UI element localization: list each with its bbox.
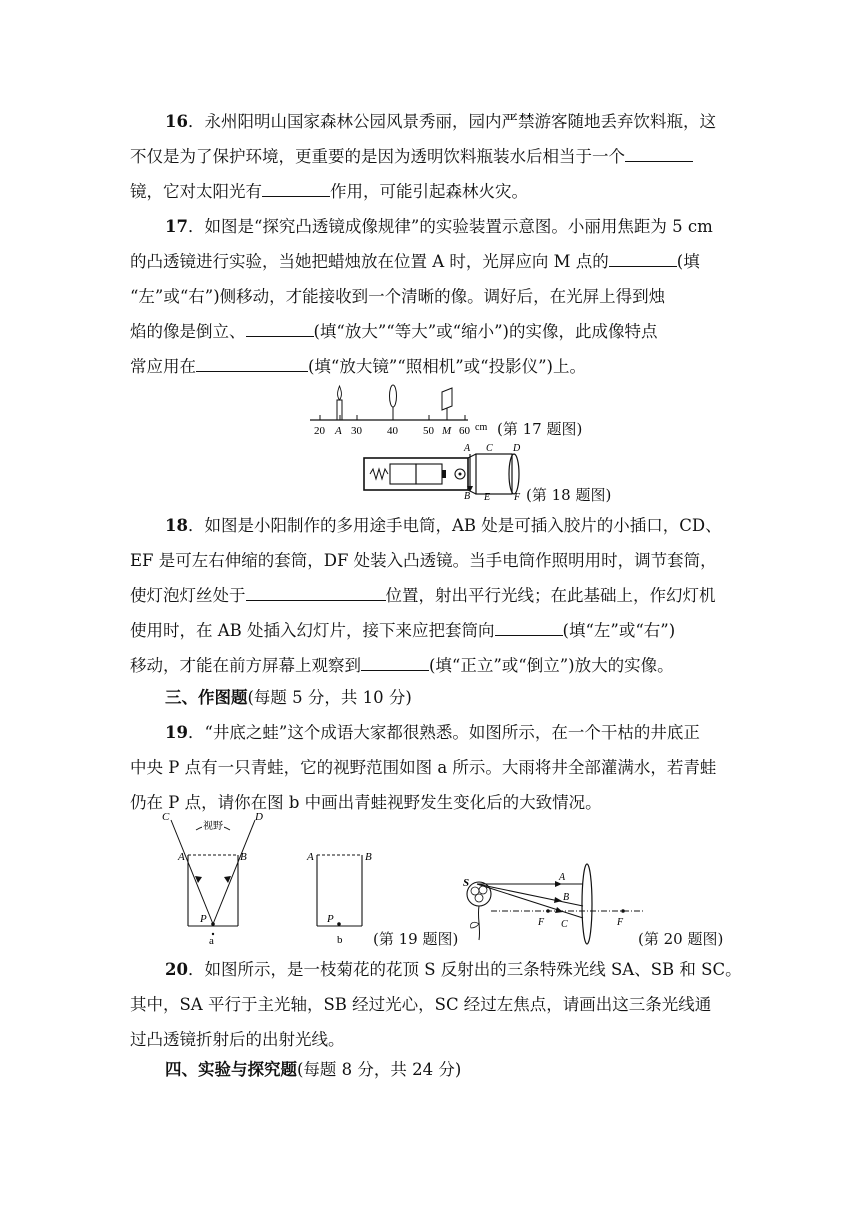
question-text: 仍在 P 点，请你在图 b 中画出青蛙视野发生变化后的大致情况。 [130,793,602,812]
answer-blank[interactable] [246,335,314,337]
light-ray-db [213,820,255,924]
spring-icon [370,469,388,479]
question-text: (填“放大”“等大”或“缩小”)的实像，此成像特点 [313,322,658,341]
figure-19-caption: (第 19 题图) [373,930,459,948]
question-text: 使灯泡灯丝处于 [130,586,246,605]
question-18 [130,508,730,683]
figure-20-caption: (第 20 题图) [638,930,724,948]
section-title: 四、实验与探究题 [165,1060,297,1079]
question-number: 18 [165,516,188,535]
point-label: F [617,917,624,928]
convex-lens [390,385,397,407]
section-title: 三、作图题 [165,688,248,707]
section-note: (每题 8 分，共 24 分) [297,1060,462,1079]
point-label: A [464,443,471,454]
question-text: 的凸透镜进行实验，当她把蜡烛放在位置 A 时，光屏应向 M 点的 [130,252,609,271]
flashlight-figure [360,440,530,502]
question-16 [130,104,730,209]
figure-18-caption: (第 18 题图) [526,486,612,504]
point-label: C [561,919,568,930]
question-text: 作用，可能引起森林火灾。 [330,182,528,201]
question-text: 过凸透镜折射后的出射光线。 [130,1030,345,1049]
answer-blank[interactable] [361,669,429,671]
flower-stem [478,906,479,940]
question-number: 17 [165,217,188,236]
light-ray-ca [171,820,213,924]
question-text: (填“正立”或“倒立”)放大的实像。 [429,656,674,675]
question-text: ．如图是“探究凸透镜成像规律”的实验装置示意图。小丽用焦距为 5 cm [187,217,713,236]
question-number: 19 [165,723,188,742]
point-label: B [464,491,471,502]
question-text: 镜，它对太阳光有 [130,182,262,201]
question-text: (填“左”或“右”) [562,621,676,640]
question-text: 移动，才能在前方屏幕上观察到 [130,656,361,675]
point-label: S [463,877,470,889]
tick-label: M [442,425,452,437]
point-label: E [484,492,491,502]
flower-leaf [470,922,479,928]
point-label: A [307,851,314,863]
question-text: 其中，SA 平行于主光轴，SB 经过光心，SC 经过左焦点，请画出这三条光线通 [130,995,712,1014]
tick-label: 50 [423,425,434,437]
answer-blank[interactable] [625,160,693,162]
well-figure-a [158,808,268,948]
point-label: F [514,492,521,502]
figure-label: a [209,935,214,947]
light-screen [442,388,452,410]
convex-lens [582,864,592,944]
view-label: 视野 [203,821,223,832]
question-text: EF 是可左右伸缩的套筒，DF 处装入凸透镜。当手电筒作照明用时，调节套筒， [130,551,717,570]
point-p [211,922,215,926]
sleeve-edge [468,454,476,458]
point-label: A [178,851,185,863]
question-text: ．永州阳明山国家森林公园风景秀丽，园内严禁游客随地丢弃饮料瓶，这 [187,112,716,131]
question-text: “左”或“右”)侧移动，才能接收到一个清晰的像。调好后，在光屏上得到烛 [130,287,666,306]
point-label: C [486,443,493,454]
optical-bench-figure [308,382,500,438]
point-label: A [559,872,566,883]
focal-point-right [621,909,625,913]
figure-17-caption: (第 17 题图) [497,420,583,438]
point-label: D [513,443,521,454]
tick-label: A [335,425,342,437]
question-text: ．“井底之蛙”这个成语大家都很熟悉。如图所示，在一个干枯的井底正 [187,723,700,742]
question-text: 不仅是为了保护环境，更重要的是因为透明饮料瓶装水后相当于一个 [130,147,625,166]
tick-label: 60 [459,425,470,437]
answer-blank[interactable] [262,195,330,197]
point-label: P [327,913,334,925]
point-label: B [240,851,247,863]
lens-rays-figure [455,836,665,948]
figure-label: b [337,934,343,946]
question-number: 16 [165,112,188,131]
battery [416,464,442,484]
convex-lens [509,454,519,494]
bulb-filament [459,473,462,476]
point-label: B [365,851,372,863]
question-text: ．如图是小阳制作的多用途手电筒，AB 处是可插入胶片的小插口，CD、 [187,516,722,535]
focal-point-left [546,909,550,913]
question-text: (填 [676,252,700,271]
question-text: 焰的像是倒立、 [130,322,246,341]
tick-label: 30 [351,425,362,437]
point-label: D [255,811,263,823]
tick-label: 20 [314,425,325,437]
answer-blank[interactable] [196,370,308,372]
point-label: P [200,913,207,925]
answer-blank[interactable] [495,634,563,636]
sleeve-ef [476,454,512,494]
battery-terminal [442,470,446,478]
question-19 [130,715,730,820]
question-20 [130,952,742,1057]
point-p [337,922,341,926]
point-label: C [162,811,170,823]
answer-blank[interactable] [246,599,386,601]
candle-flame-icon [338,386,342,400]
question-text: 常应用在 [130,357,196,376]
battery [390,464,416,484]
section-4-heading [165,1052,461,1087]
section-note: (每题 5 分，共 10 分) [247,688,412,707]
question-text: 中央 P 点有一只青蛙，它的视野范围如图 a 所示。大雨将井全部灌满水，若青蛙 [130,758,717,777]
point-label: B [563,892,570,903]
arrow-icon [555,907,563,913]
question-text: (填“放大镜”“照相机”或“投影仪”)上。 [308,357,586,376]
question-text: 使用时，在 AB 处插入幻灯片，接下来应把套筒向 [130,621,495,640]
arrow-icon [554,897,562,903]
section-3-heading [165,680,412,715]
point-label: F [538,917,545,928]
question-text: ．如图所示，是一枝菊花的花顶 S 反射出的三条特殊光线 SA、SB 和 SC。 [187,960,742,979]
axis-unit: cm [475,422,488,433]
answer-blank[interactable] [609,265,677,267]
question-number: 20 [165,960,188,979]
tick-label: 40 [387,425,398,437]
question-text: 位置，射出平行光线；在此基础上，作幻灯机 [385,586,716,605]
question-17 [130,209,730,384]
